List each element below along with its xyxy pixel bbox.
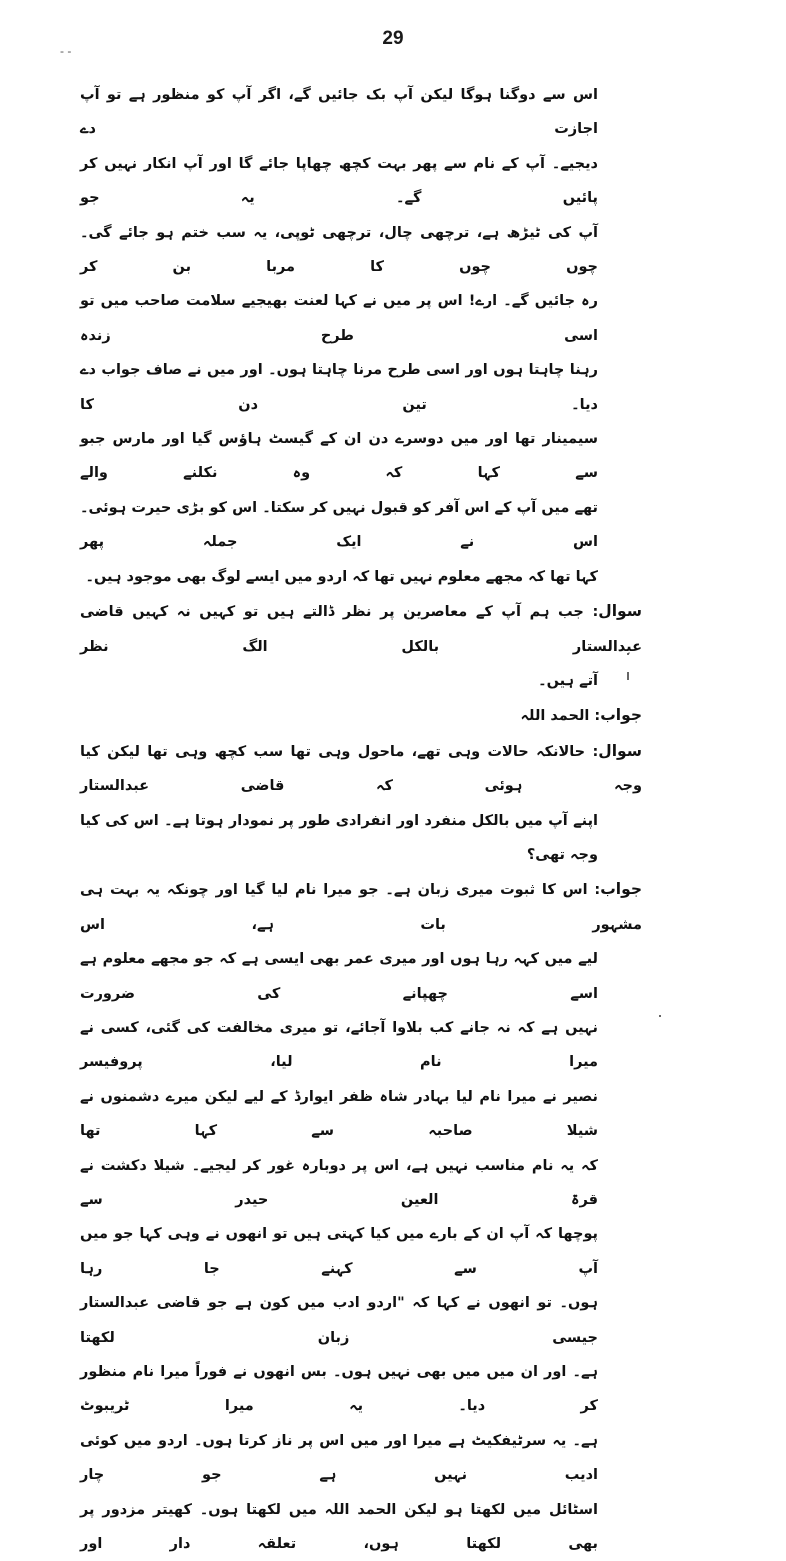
text-line: آتے ہیں۔ [538, 672, 598, 689]
answer-label: جواب [600, 880, 642, 899]
answer-line: جواب: الحمد اللہ [520, 706, 642, 725]
text-line: ہے۔ یہ سرٹیفکیٹ ہے میرا اور میں اس پر ناز کرتا ہوں۔ اردو میں کوئی ادیب نہیں ہے جو چار [80, 1432, 598, 1484]
text-line: ہوں۔ تو انھوں نے کہا کہ "اردو ادب میں کون ہے جو قاضی عبدالستار جیسی زبان لکھتا [80, 1295, 598, 1346]
text-line: اس سے دوگنا ہوگا لیکن آپ بک جائیں گے، اگر آپ کو منظور ہے تو آپ اجازت دے [80, 87, 598, 138]
text-line: نصیر نے میرا نام لیا بہادر شاہ ظفر ایوارڈ کے لیے لیکن میرے دشمنوں نے شیلا صاحبہ سے کہا تھا [80, 1088, 598, 1140]
text-line: اپنے آپ میں بالکل منفرد اور انفرادی طور پر نمودار ہوتا ہے۔ اس کی کیا وجہ تھی؟ [80, 812, 598, 863]
text-line: ہے۔ اور ان میں میں بھی نہیں ہوں۔ بس انھوں نے فوراً میرا نام منظور کر دیا۔ یہ میرا ٹریبوٹ [80, 1364, 598, 1415]
question-line: سوال: حالانکہ حالات وہی تھے، ماحول وہی تھا سب کچھ وہی تھا لیکن کیا وجہ ہوئی کہ قاضی عبدالستار [80, 741, 642, 795]
text-line: دیجیے۔ آپ کے نام سے پھر بہت کچھ چھاپا جائے گا اور آپ انکار نہیں کر پائیں گے۔ یہ جو [80, 155, 598, 207]
text-line: آپ کی ٹیڑھ ہے، ترچھی چال، ترچھی ٹوپی، یہ سب ختم ہو جائے گی۔ چوں چوں کا مربا بن کر [80, 224, 598, 276]
margin-mark: - - [60, 44, 72, 58]
answer-label: جواب [600, 706, 642, 725]
text-line: رہنا چاہتا ہوں اور اسی طرح مرنا چاہتا ہوں۔ اور میں نے صاف جواب دے دیا۔ تین دن کا [80, 362, 598, 413]
text-line: لیے میں کہہ رہا ہوں اور میری عمر بھی ایسی ہے کہ جو مجھے معلوم ہے اسے چھپانے کی ضرورت [80, 951, 598, 1002]
interview-text [80, 78, 642, 1561]
page-number: 29 [382, 28, 404, 49]
question-label: سوال [598, 602, 642, 621]
text-line: اسٹائل میں لکھتا ہو لیکن الحمد اللہ میں لکھتا ہوں۔ کھیتر مزدور پر بھی لکھتا ہوں، تعلقہ دار اور [80, 1501, 598, 1553]
text-line: پوچھا کہ آپ ان کے بارے میں کیا کہتی ہیں تو انھوں نے وہی کہا جو میں آپ سے کہنے جا رہا [80, 1226, 598, 1277]
text-line: کہا تھا کہ مجھے معلوم نہیں تھا کہ اردو میں ایسے لوگ بھی موجود ہیں۔ [85, 568, 598, 585]
scan-speck [659, 1015, 661, 1017]
text-line: رہ جائیں گے۔ ارے! اس پر میں نے کہا لعنت بھیجیے سلامت صاحب میں تو اسی طرح زندہ [80, 293, 598, 344]
text-line: تھے میں آپ کے اس آفر کو قبول نہیں کر سکتا۔ اس کو بڑی حیرت ہوئی۔ اس نے ایک جملہ پھر [80, 499, 598, 551]
text-line: نہیں ہے کہ نہ جانے کب بلاوا آجائے، تو میری مخالفت کی گئی، کسی نے میرا نام لیا، پروفیسر [80, 1019, 598, 1071]
question-label: سوال [598, 741, 642, 760]
answer-line: جواب: اس کا ثبوت میری زبان ہے۔ جو میرا نام لیا گیا اور چونکہ یہ بہت ہی مشہور بات ہے، اس [80, 880, 642, 933]
text-line: سیمینار تھا اور میں دوسرے دن ان کے گیسٹ ہاؤس گیا اور مارس جبو سے کہا کہ وہ نکلنے والے [80, 431, 598, 482]
question-line: سوال: جب ہم آپ کے معاصرین پر نظر ڈالتے ہیں تو کہیں نہ کہیں قاضی عبدالستار بالکل الگ نظر [80, 602, 642, 655]
text-line: کہ یہ نام مناسب نہیں ہے، اس پر دوبارہ غور کر لیجیے۔ شیلا دکشت نے قرۃ العین حیدر سے [80, 1157, 598, 1208]
